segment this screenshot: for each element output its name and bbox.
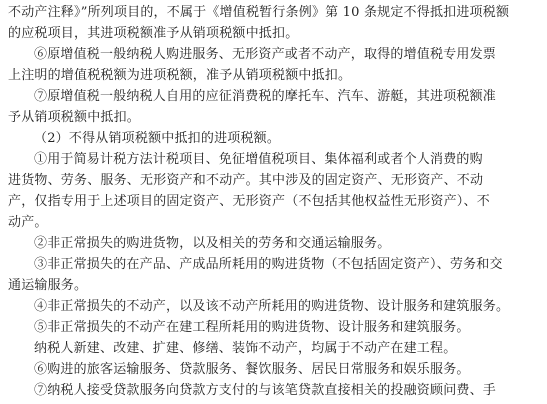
text-line: ⑥购进的旅客运输服务、贷款服务、餐饮服务、居民日常服务和娱乐服务。 bbox=[34, 362, 470, 377]
text-line: ④非正常损失的不动产，以及该不动产所耗用的购进货物、设计服务和建筑服务。 bbox=[34, 299, 510, 314]
text-line: 纳税人新建、改建、扩建、修缮、装饰不动产，均属于不动产在建工程。 bbox=[34, 341, 457, 356]
text-line: ③非正常损失的在产品、产成品所耗用的购进货物（不包括固定资产）、劳务和交 bbox=[34, 257, 503, 272]
text-line: ⑥原增值税一般纳税人购进服务、无形资产或者不动产，取得的增值税专用发票 bbox=[34, 47, 497, 62]
text-line: ⑦原增值税一般纳税人自用的应征消费税的摩托车、汽车、游艇，其进项税额准 bbox=[34, 89, 497, 104]
text-line: ②非正常损失的购进货物，以及相关的劳务和交通运输服务。 bbox=[34, 236, 391, 251]
text-line: ⑦纳税人接受贷款服务向贷款方支付的与该笔贷款直接相关的投融资顾问费、手 bbox=[34, 383, 497, 398]
text-line: 产，仅指专用于上述项目的固定资产、无形资产（不包括其他权益性无形资产）、不 bbox=[8, 194, 490, 209]
text-line: 不动产注释》”所列项目的，不属于《增值税暂行条例》第 10 条规定不得抵扣进项税额 bbox=[8, 5, 510, 20]
text-line: 上注明的增值税税额为进项税额，准予从销项税额中抵扣。 bbox=[8, 68, 352, 83]
text-line: ①用于简易计税方法计税项目、免征增值税项目、集体福利或者个人消费的购 bbox=[34, 152, 483, 167]
text-line: 予从销项税额中抵扣。 bbox=[8, 110, 141, 125]
text-line: （2）不得从销项税额中抵扣的进项税额。 bbox=[34, 131, 281, 146]
text-line: 的应税项目，其进项税额准予从销项税额中抵扣。 bbox=[8, 26, 299, 41]
text-line: 通运输服务。 bbox=[8, 278, 88, 293]
text-line: 动产。 bbox=[8, 215, 48, 230]
text-line: ⑤非正常损失的不动产在建工程所耗用的购进货物、设计服务和建筑服务。 bbox=[34, 320, 470, 335]
text-line: 进货物、劳务、服务、无形资产和不动产。其中涉及的固定资产、无形资产、不动 bbox=[8, 173, 484, 188]
